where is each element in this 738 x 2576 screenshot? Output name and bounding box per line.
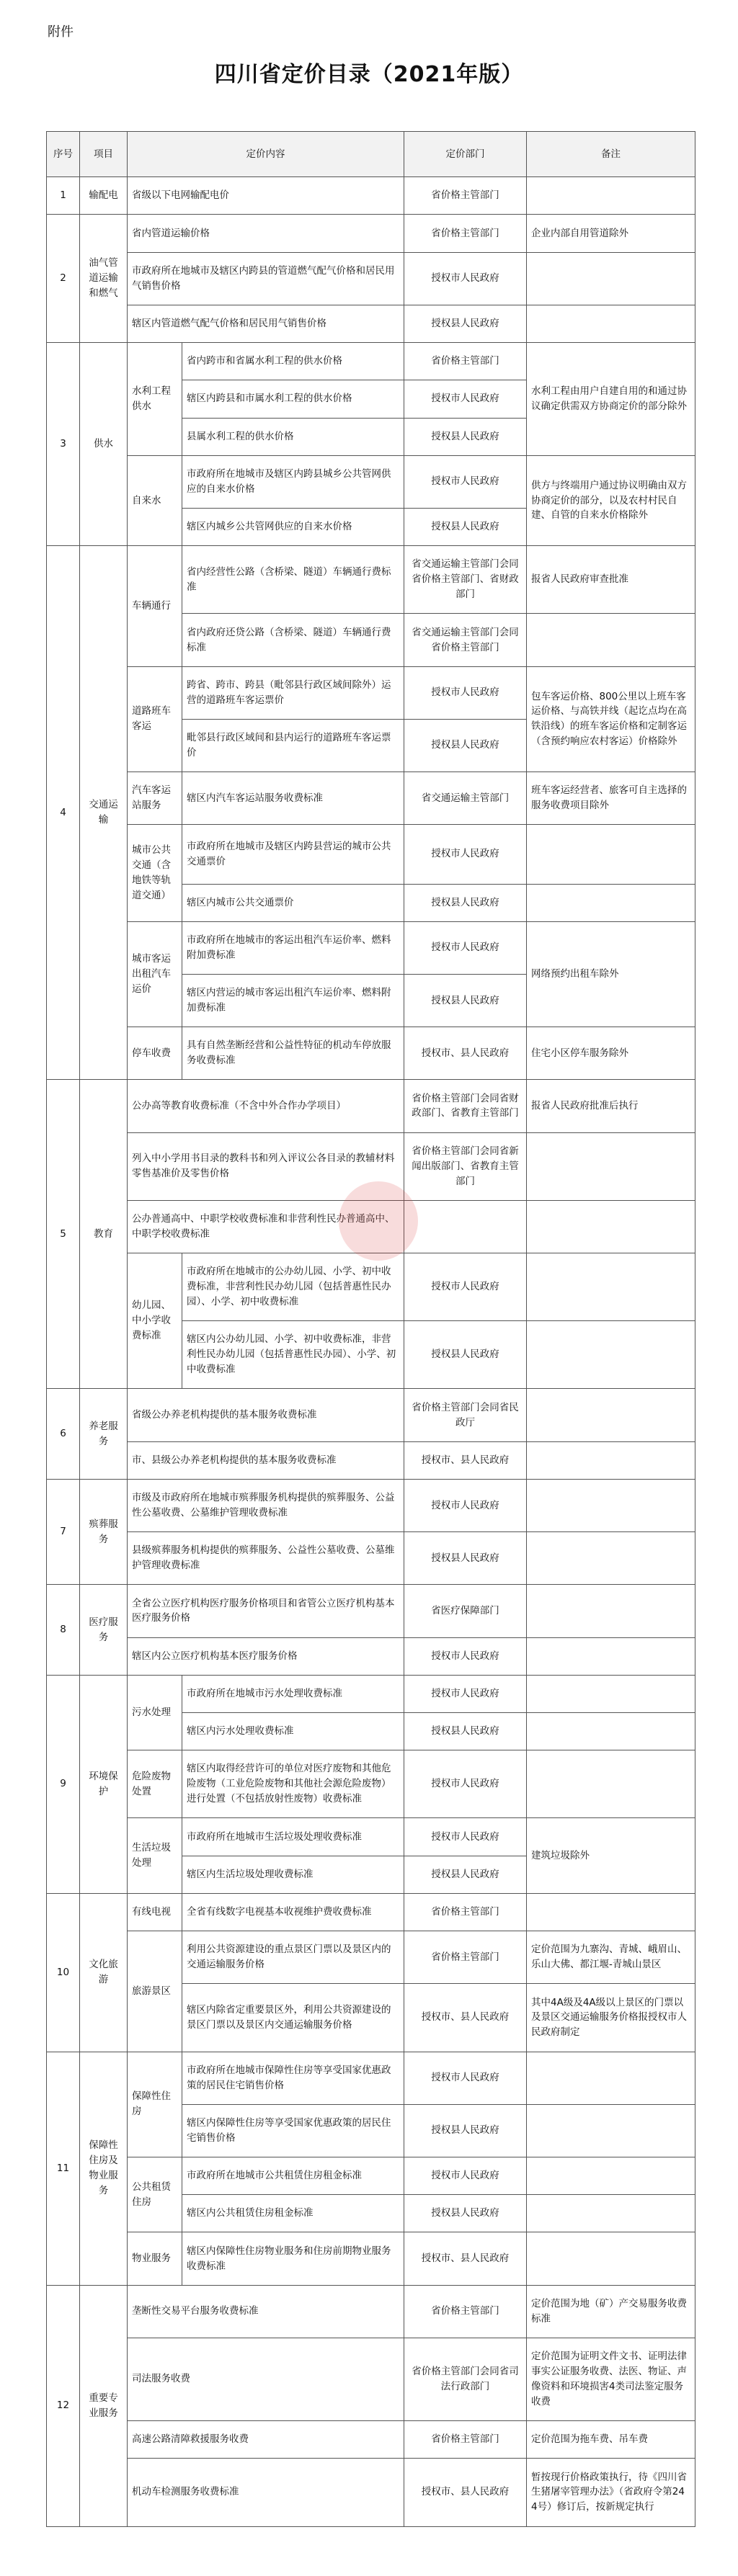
table-row — [47, 215, 695, 252]
pricing-dept: 省价格主管部门 — [404, 177, 527, 215]
table-row — [47, 1479, 695, 1531]
table-row — [47, 825, 695, 884]
table-row — [47, 1818, 695, 1856]
sub-item: 有线电视 — [128, 1893, 182, 1931]
pricing-dept: 省价格主管部门会同省司法行政部门 — [404, 2338, 527, 2420]
sub-item: 自来水 — [128, 455, 182, 545]
pricing-dept: 授权市人民政府 — [404, 1479, 527, 1531]
pricing-dept: 授权县人民政府 — [404, 305, 527, 342]
remark — [527, 1637, 695, 1675]
pricing-dept: 授权市人民政府 — [404, 1253, 527, 1321]
row-item: 供水 — [80, 343, 128, 546]
table-row — [47, 1532, 695, 1585]
remark — [527, 884, 695, 921]
row-number: 6 — [47, 1389, 80, 1479]
pricing-dept: 授权市、县人民政府 — [404, 1984, 527, 2052]
row-number: 3 — [47, 343, 80, 546]
price-content: 辖区内城市公共交通票价 — [182, 884, 404, 921]
sub-item: 保障性住房 — [128, 2052, 182, 2157]
remark: 报省人民政府批准后执行 — [527, 1080, 695, 1132]
pricing-dept: 省价格主管部门 — [404, 343, 527, 380]
pricing-dept: 授权市、县人民政府 — [404, 2232, 527, 2285]
price-content: 辖区内污水处理收费标准 — [182, 1713, 404, 1750]
remark: 定价范围为九寨沟、青城、峨眉山、乐山大佛、都江堰-青城山景区 — [527, 1931, 695, 1984]
row-number: 11 — [47, 2052, 80, 2285]
price-content: 辖区内营运的城市客运出租汽车运价率、燃料附加费标准 — [182, 974, 404, 1027]
price-content: 全省有线数字电视基本收视维护费收费标准 — [182, 1893, 404, 1931]
price-content: 辖区内保障性住房物业服务和住房前期物业服务收费标准 — [182, 2232, 404, 2285]
pricing-dept: 授权市、县人民政府 — [404, 1441, 527, 1479]
remark — [527, 1132, 695, 1200]
pricing-dept: 授权市人民政府 — [404, 2052, 527, 2104]
price-content: 列入中小学用书目录的教科书和列入评议公各目录的教辅材料零售基准价及零售价格 — [128, 1132, 404, 1200]
price-content: 辖区内生活垃圾处理收费标准 — [182, 1856, 404, 1893]
row-number: 2 — [47, 215, 80, 343]
price-content: 高速公路清障救援服务收费 — [128, 2421, 404, 2459]
price-content: 具有自然垄断经营和公益性特征的机动车停放服务收费标准 — [182, 1027, 404, 1080]
pricing-dept: 授权市人民政府 — [404, 825, 527, 884]
remark — [527, 1253, 695, 1321]
price-content: 辖区内保障性住房等享受国家优惠政策的居民住宅销售价格 — [182, 2104, 404, 2157]
remark — [527, 2232, 695, 2285]
price-content: 市政府所在地城市生活垃圾处理收费标准 — [182, 1818, 404, 1856]
row-number: 8 — [47, 1585, 80, 1675]
pricing-dept: 授权县人民政府 — [404, 2104, 527, 2157]
table-row — [47, 546, 695, 614]
pricing-dept: 省价格主管部门 — [404, 2421, 527, 2459]
remark: 水利工程由用户自建自用的和通过协议确定供需双方协商定价的部分除外 — [527, 343, 695, 456]
remark — [527, 305, 695, 342]
table-row — [47, 2459, 695, 2526]
sub-item: 生活垃圾处理 — [128, 1818, 182, 1893]
price-content: 辖区内取得经营许可的单位对医疗废物和其他危险废物（工业危险废物和其他社会源危险废物）进行处置（不包括放射性废物）收费标准 — [182, 1750, 404, 1818]
pricing-dept: 授权市人民政府 — [404, 1637, 527, 1675]
remark: 暂按现行价格政策执行，待《四川省生猪屠宰管理办法》（省政府令第244号）修订后，按新规定执行 — [527, 2459, 695, 2526]
price-content: 省内政府还贷公路（含桥梁、隧道）车辆通行费标准 — [182, 614, 404, 666]
row-number: 1 — [47, 177, 80, 215]
pricing-dept: 授权市、县人民政府 — [404, 2459, 527, 2526]
table-row — [47, 2157, 695, 2194]
price-content: 省级公办养老机构提供的基本服务收费标准 — [128, 1389, 404, 1441]
table-row — [47, 305, 695, 342]
sub-item: 污水处理 — [128, 1675, 182, 1750]
price-content: 省内管道运输价格 — [128, 215, 404, 252]
sub-item: 危险废物处置 — [128, 1750, 182, 1818]
remark — [527, 2195, 695, 2232]
pricing-dept: 省交通运输主管部门会同省价格主管部门、省财政部门 — [404, 546, 527, 614]
pricing-dept: 授权县人民政府 — [404, 974, 527, 1027]
table-row — [47, 1200, 695, 1253]
table-row — [47, 2421, 695, 2459]
remark — [527, 252, 695, 305]
price-content: 辖区内公立医疗机构基本医疗服务价格 — [128, 1637, 404, 1675]
price-content: 机动车检测服务收费标准 — [128, 2459, 404, 2526]
pricing-dept: 授权市人民政府 — [404, 1750, 527, 1818]
pricing-dept: 授权市人民政府 — [404, 455, 527, 508]
table-row — [47, 1750, 695, 1818]
row-item: 输配电 — [80, 177, 128, 215]
pricing-dept: 省价格主管部门 — [404, 2285, 527, 2338]
price-content: 辖区内管道燃气配气价格和居民用气销售价格 — [128, 305, 404, 342]
pricing-dept: 授权县人民政府 — [404, 1856, 527, 1893]
row-item: 教育 — [80, 1080, 128, 1389]
remark — [527, 1200, 695, 1253]
pricing-dept: 授权县人民政府 — [404, 1532, 527, 1585]
remark — [527, 825, 695, 884]
pricing-dept: 省价格主管部门会同省民政厅 — [404, 1389, 527, 1441]
row-item: 重要专业服务 — [80, 2285, 128, 2526]
table-row — [47, 1585, 695, 1637]
sub-item: 停车收费 — [128, 1027, 182, 1080]
row-number: 5 — [47, 1080, 80, 1389]
pricing-dept: 授权县人民政府 — [404, 1321, 527, 1389]
pricing-dept: 授权市人民政府 — [404, 666, 527, 719]
pricing-dept: 省交通运输主管部门 — [404, 772, 527, 825]
row-item: 环境保护 — [80, 1675, 128, 1893]
pricing-dept: 授权市人民政府 — [404, 380, 527, 418]
remark — [527, 614, 695, 666]
price-content: 县属水利工程的供水价格 — [182, 418, 404, 455]
pricing-dept: 授权县人民政府 — [404, 508, 527, 545]
sub-item: 公共租赁住房 — [128, 2157, 182, 2232]
pricing-dept: 授权市、县人民政府 — [404, 1027, 527, 1080]
price-content: 辖区内城乡公共管网供应的自来水价格 — [182, 508, 404, 545]
remark — [527, 2104, 695, 2157]
table-row — [47, 1132, 695, 1200]
pricing-dept: 授权市人民政府 — [404, 921, 527, 974]
sub-item: 城市客运出租汽车运价 — [128, 921, 182, 1027]
table-row — [47, 1893, 695, 1931]
remark — [527, 2052, 695, 2104]
price-content: 辖区内跨县和市属水利工程的供水价格 — [182, 380, 404, 418]
price-content: 公办普通高中、中职学校收费标准和非营利性民办普通高中、中职学校收费标准 — [128, 1200, 404, 1253]
pricing-dept: 授权市人民政府 — [404, 1818, 527, 1856]
row-item: 文化旅游 — [80, 1893, 128, 2052]
price-content: 辖区内汽车客运站服务收费标准 — [182, 772, 404, 825]
row-item: 交通运输 — [80, 546, 128, 1080]
price-content: 市政府所在地城市污水处理收费标准 — [182, 1675, 404, 1712]
pricing-dept: 授权县人民政府 — [404, 719, 527, 772]
price-content: 市政府所在地城市及辖区内跨县城乡公共管网供应的自来水价格 — [182, 455, 404, 508]
row-item: 殡葬服务 — [80, 1479, 128, 1584]
price-content: 市级及市政府所在地城市殡葬服务机构提供的殡葬服务、公益性公墓收费、公墓维护管理收费标准 — [128, 1479, 404, 1531]
table-row — [47, 772, 695, 825]
sub-item: 汽车客运站服务 — [128, 772, 182, 825]
table-row — [47, 2285, 695, 2338]
table-row — [47, 1027, 695, 1080]
remark: 包车客运价格、800公里以上班车客运价格、与高铁并线（起讫点均在高铁沿线）的班车客运价格和定制客运（含预约响应农村客运）价格除外 — [527, 666, 695, 772]
price-content: 县级殡葬服务机构提供的殡葬服务、公益性公墓收费、公墓维护管理收费标准 — [128, 1532, 404, 1585]
row-number: 9 — [47, 1675, 80, 1893]
table-row — [47, 921, 695, 974]
remark: 企业内部自用管道除外 — [527, 215, 695, 252]
remark — [527, 1479, 695, 1531]
price-content: 辖区内公共租赁住房租金标准 — [182, 2195, 404, 2232]
table-row — [47, 2052, 695, 2104]
price-content: 跨省、跨市、跨县（毗邻县行政区域间除外）运营的道路班车客运票价 — [182, 666, 404, 719]
pricing-dept: 授权县人民政府 — [404, 884, 527, 921]
pricing-dept: 授权县人民政府 — [404, 1713, 527, 1750]
remark — [527, 1532, 695, 1585]
price-content: 司法服务收费 — [128, 2338, 404, 2420]
pricing-dept: 省价格主管部门 — [404, 1931, 527, 1984]
table-row — [47, 1637, 695, 1675]
remark: 报省人民政府审查批准 — [527, 546, 695, 614]
price-content: 辖区内除省定重要景区外，利用公共资源建设的景区门票以及景区内交通运输服务价格 — [182, 1984, 404, 2052]
remark: 定价范围为地（矿）产交易服务收费标准 — [527, 2285, 695, 2338]
price-content: 市政府所在地城市的公办幼儿园、小学、初中收费标准，非营利性民办幼儿园（包括普惠性民办园）、小学、初中收费标准 — [182, 1253, 404, 1321]
price-content: 市政府所在地城市及辖区内跨县的管道燃气配气价格和居民用气销售价格 — [128, 252, 404, 305]
remark: 定价范围为证明文件文书、证明法律事实公证服务收费、法医、物证、声像资料和环境损害4类司法鉴定服务收费 — [527, 2338, 695, 2420]
table-row — [47, 666, 695, 719]
row-item: 油气管道运输和燃气 — [80, 215, 128, 343]
row-item: 养老服务 — [80, 1389, 128, 1479]
table-row — [47, 252, 695, 305]
row-item: 保障性住房及物业服务 — [80, 2052, 128, 2285]
remark — [527, 1675, 695, 1712]
header-remark: 备注 — [527, 132, 695, 177]
price-content: 辖区内公办幼儿园、小学、初中收费标准，非营利性民办幼儿园（包括普惠性民办园）、小学、初中收费标准 — [182, 1321, 404, 1389]
price-content: 市政府所在地城市及辖区内跨县营运的城市公共交通票价 — [182, 825, 404, 884]
remark: 网络预约出租车除外 — [527, 921, 695, 1027]
pricing-dept: 省价格主管部门 — [404, 215, 527, 252]
pricing-dept: 省价格主管部门会同省新闻出版部门、省教育主管部门 — [404, 1132, 527, 1200]
sub-item: 物业服务 — [128, 2232, 182, 2285]
pricing-dept: 省医疗保障部门 — [404, 1585, 527, 1637]
remark — [527, 1441, 695, 1479]
table-row — [47, 1253, 695, 1321]
price-content: 省内跨市和省属水利工程的供水价格 — [182, 343, 404, 380]
remark — [527, 177, 695, 215]
pricing-dept: 省价格主管部门会同省财政部门、省教育主管部门 — [404, 1080, 527, 1132]
table-row — [47, 343, 695, 380]
sub-item: 城市公共交通（含地铁等轨道交通） — [128, 825, 182, 921]
row-item: 医疗服务 — [80, 1585, 128, 1675]
pricing-dept: 省交通运输主管部门会同省价格主管部门 — [404, 614, 527, 666]
pricing-dept: 授权县人民政府 — [404, 418, 527, 455]
remark — [527, 1321, 695, 1389]
price-content: 市政府所在地城市公共租赁住房租金标准 — [182, 2157, 404, 2194]
header-item: 项目 — [80, 132, 128, 177]
sub-item: 水利工程供水 — [128, 343, 182, 456]
table-row — [47, 1675, 695, 1712]
remark: 建筑垃圾除外 — [527, 1818, 695, 1893]
pricing-dept: 授权市人民政府 — [404, 252, 527, 305]
remark — [527, 1389, 695, 1441]
price-content: 利用公共资源建设的重点景区门票以及景区内的交通运输服务价格 — [182, 1931, 404, 1984]
price-content: 毗邻县行政区域间和县内运行的道路班车客运票价 — [182, 719, 404, 772]
price-content: 省内经营性公路（含桥梁、隧道）车辆通行费标准 — [182, 546, 404, 614]
table-row — [47, 1931, 695, 1984]
remark: 其中4A级及4A级以上景区的门票以及景区交通运输服务价格报授权市人民政府制定 — [527, 1984, 695, 2052]
table-row — [47, 2232, 695, 2285]
row-number: 7 — [47, 1479, 80, 1584]
table-row — [47, 455, 695, 508]
pricing-dept — [404, 1200, 527, 1253]
row-number: 4 — [47, 546, 80, 1080]
sub-item: 道路班车客运 — [128, 666, 182, 772]
price-content: 全省公立医疗机构医疗服务价格项目和省管公立医疗机构基本医疗服务价格 — [128, 1585, 404, 1637]
table-row — [47, 1080, 695, 1132]
price-content: 垄断性交易平台服务收费标准 — [128, 2285, 404, 2338]
pricing-dept: 授权市人民政府 — [404, 2157, 527, 2194]
pricing-dept: 授权县人民政府 — [404, 2195, 527, 2232]
table-row — [47, 177, 695, 215]
remark: 定价范围为拖车费、吊车费 — [527, 2421, 695, 2459]
sub-item: 幼儿园、中小学收费标准 — [128, 1253, 182, 1389]
price-content: 市政府所在地城市的客运出租汽车运价率、燃料附加费标准 — [182, 921, 404, 974]
remark — [527, 1893, 695, 1931]
remark: 班车客运经营者、旅客可自主选择的服务收费项目除外 — [527, 772, 695, 825]
remark — [527, 1713, 695, 1750]
remark: 供方与终端用户通过协议明确由双方协商定价的部分，以及农村村民自建、自管的自来水价格除外 — [527, 455, 695, 545]
header-dept: 定价部门 — [404, 132, 527, 177]
pricing-dept: 授权市人民政府 — [404, 1675, 527, 1712]
table-header-row — [47, 132, 695, 177]
remark: 住宅小区停车服务除外 — [527, 1027, 695, 1080]
remark — [527, 2157, 695, 2194]
header-no: 序号 — [47, 132, 80, 177]
price-content: 省级以下电网输配电价 — [128, 177, 404, 215]
price-content: 公办高等教育收费标准（不含中外合作办学项目） — [128, 1080, 404, 1132]
row-number: 10 — [47, 1893, 80, 2052]
pricing-dept: 省价格主管部门 — [404, 1893, 527, 1931]
sub-item: 车辆通行 — [128, 546, 182, 666]
header-content: 定价内容 — [128, 132, 404, 177]
row-number: 12 — [47, 2285, 80, 2526]
price-content: 市、县级公办养老机构提供的基本服务收费标准 — [128, 1441, 404, 1479]
table-row — [47, 1441, 695, 1479]
pricing-catalog-table — [46, 131, 695, 2527]
sub-item: 旅游景区 — [128, 1931, 182, 2052]
document-title: 四川省定价目录（2021年版） — [214, 62, 524, 87]
remark — [527, 1750, 695, 1818]
attachment-label: 附件 — [48, 24, 74, 40]
table-row — [47, 2338, 695, 2420]
table-row — [47, 1389, 695, 1441]
remark — [527, 1585, 695, 1637]
price-content: 市政府所在地城市保障性住房等享受国家优惠政策的居民住宅销售价格 — [182, 2052, 404, 2104]
